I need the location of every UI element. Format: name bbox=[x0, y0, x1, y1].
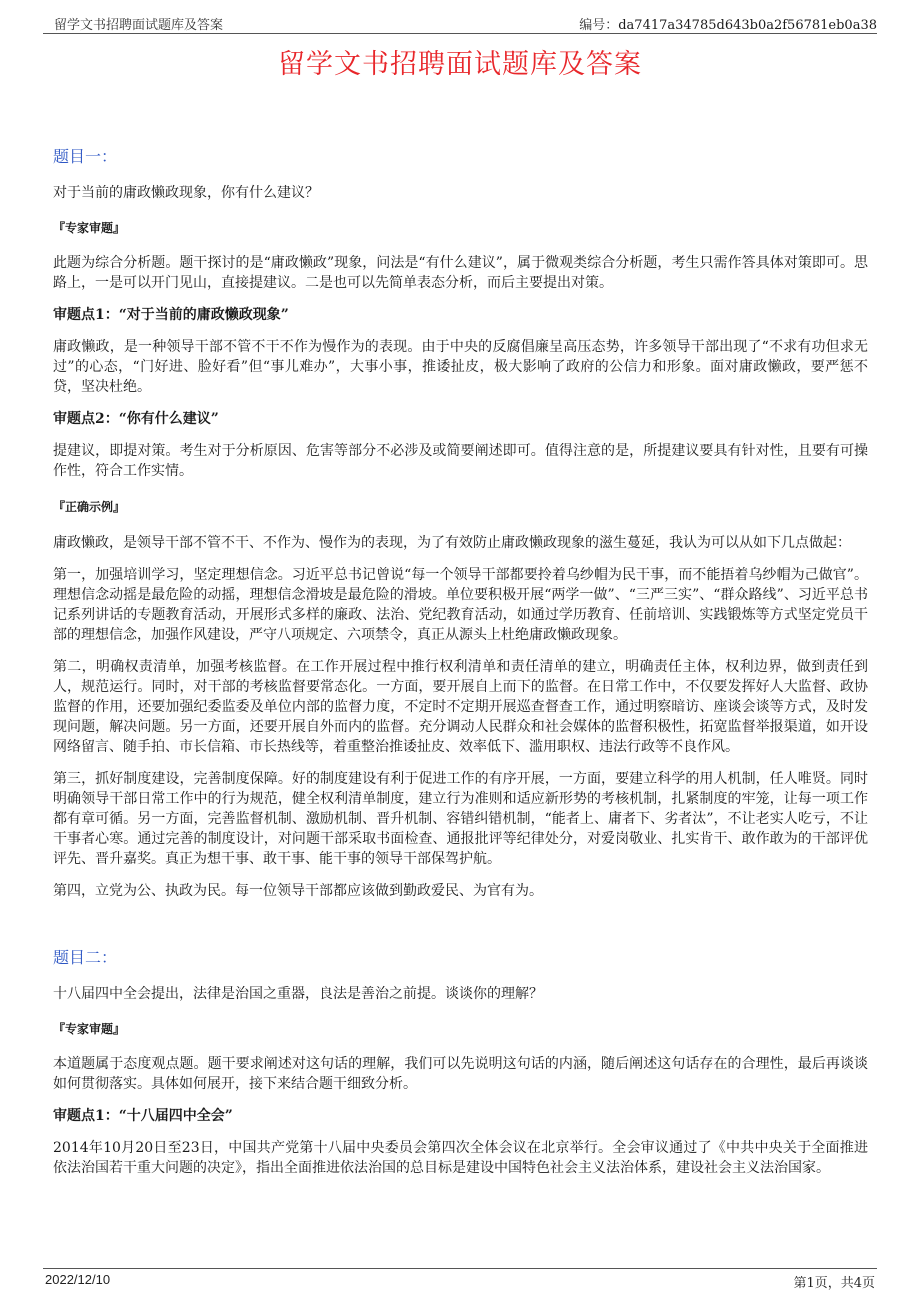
document-title: 留学文书招聘面试题库及答案 bbox=[278, 49, 642, 80]
question-2-text: 十八届四中全会提出，法律是治国之重器，良法是善治之前提。谈谈你的理解？ bbox=[53, 986, 543, 1002]
q1-answer-3: 第三，抓好制度建设，完善制度保障。好的制度建设有利于促进工作的有序开展，一方面，要建立科学的用人机制，任人唯贤。同时明确领导干部日常工作中的行为规范，健全权利清单制度，建立行为准则和适应新形势的考核机制，扎紧制度的牢笼，让每一项工作都有章可循。另一方面，完善监督机制、激励机制、晋升机制、容错纠错机制，“能者上、庸者下、劣者汰”，不让老实人吃亏，不让干事者心寒。通过完善的制度设计，对问题干部采取书面检查、通报批评等纪律处分，对爱岗敬业、扎实肯干、敢作敢为的干部评优评先、晋升嘉奖。真正为想干事、敢干事、能干事的领导干部保驾护航。 bbox=[53, 771, 868, 867]
q1-point-2-text: 提建议，即提对策。考生对于分析原因、危害等部分不必涉及或简要阐述即可。值得注意的是，所提建议要具有针对性，且要有可操作性，符合工作实情。 bbox=[53, 443, 868, 479]
doc-id-value: da7417a34785d643b0a2f56781eb0a38 bbox=[618, 18, 877, 33]
header-divider bbox=[43, 33, 877, 34]
q1-answer-4: 第四，立党为公、执政为民。每一位领导干部都应该做到勤政爱民、为官有为。 bbox=[53, 883, 543, 899]
question-2-heading: 题目二： bbox=[53, 948, 118, 967]
q2-point-1-title: 审题点1：“十八届四中全会” bbox=[53, 1108, 233, 1124]
q2-expert-review-label: 『专家审题』 bbox=[53, 1022, 126, 1036]
q1-point-1-text: 庸政懒政，是一种领导干部不管不干不作为慢作为的表现。由于中央的反腐倡廉呈高压态势，许多领导干部出现了“不求有功但求无过”的心态，“门好进、脸好看”但“事儿难办”，大事小事，推诿扯皮，极大影响了政府的公信力和形象。面对庸政懒政，要严惩不贷，坚决杜绝。 bbox=[53, 339, 868, 395]
header-doc-title: 留学文书招聘面试题库及答案 bbox=[54, 18, 224, 33]
q1-expert-review-label: 『专家审题』 bbox=[53, 221, 126, 235]
q1-example-label: 『正确示例』 bbox=[53, 500, 126, 514]
q2-expert-review: 本道题属于态度观点题。题干要求阐述对这句话的理解，我们可以先说明这句话的内涵，随后阐述这句话存在的合理性，最后再谈谈如何贯彻落实。具体如何展开，接下来结合题干细致分析。 bbox=[53, 1056, 868, 1092]
question-1-text: 对于当前的庸政懒政现象，你有什么建议？ bbox=[53, 185, 319, 201]
document-body bbox=[53, 140, 868, 1178]
q1-point-1-title: 审题点1：“对于当前的庸政懒政现象” bbox=[53, 307, 289, 323]
footer-divider bbox=[43, 1268, 877, 1269]
q2-point-1-text: 2014年10月20日至23日，中国共产党第十八届中央委员会第四次全体会议在北京举行。全会审议通过了《中共中央关于全面推进依法治国若干重大问题的决定》，指出全面推进依法治国的总目标是建设中国特色社会主义法治体系，建设社会主义法治国家。 bbox=[53, 1140, 868, 1176]
header-doc-id bbox=[579, 14, 877, 33]
footer-page-info: 第1页，共4页 bbox=[793, 1276, 875, 1291]
page-footer bbox=[0, 1260, 920, 1300]
page-header bbox=[0, 0, 920, 36]
question-1-heading: 题目一： bbox=[53, 147, 118, 166]
q1-answer-intro: 庸政懒政，是领导干部不管不干、不作为、慢作为的表现，为了有效防止庸政懒政现象的滋生蔓延，我认为可以从如下几点做起： bbox=[53, 535, 851, 551]
q1-answer-2: 第二，明确权责清单，加强考核监督。在工作开展过程中推行权利清单和责任清单的建立，明确责任主体，权利边界，做到责任到人，规范运行。同时，对干部的考核监督要常态化。一方面，要开展自上而下的监督。在日常工作中，不仅要发挥好人大监督、政协监督的作用，还要加强纪委监委及单位内部的监督力度，不定时不定期开展巡查督查工作，通过明察暗访、座谈会谈等方式，及时发现问题，解决问题。另一方面，还要开展自外而内的监督。充分调动人民群众和社会媒体的监督积极性，拓宽监督举报渠道，如开设网络留言、随手拍、市长信箱、市长热线等，着重整治推诿扯皮、效率低下、滥用职权、违法行政等不良作风。 bbox=[53, 659, 868, 755]
doc-id-label: 编号： bbox=[579, 18, 619, 33]
q1-answer-1: 第一，加强培训学习，坚定理想信念。习近平总书记曾说“每一个领导干部都要拎着乌纱帽为民干事，而不能捂着乌纱帽为己做官”。理想信念动摇是最危险的动摇，理想信念滑坡是最危险的滑坡。单位要积极开展“两学一做”、“三严三实”、“群众路线”、习近平总书记系列讲话的专题教育活动，开展形式多样的廉政、法治、党纪教育活动，如通过学历教育、任前培训、实践锻炼等方式坚定党员干部的理想信念，加强作风建设，严守八项规定、六项禁令，真正从源头上杜绝庸政懒政现象。 bbox=[53, 567, 868, 643]
footer-date: 2022/12/10 bbox=[45, 1272, 111, 1287]
q1-expert-review: 此题为综合分析题。题干探讨的是“庸政懒政”现象，问法是“有什么建议”，属于微观类综合分析题，考生只需作答具体对策即可。思路上，一是可以开门见山，直接提建议。二是也可以先简单表态分析，而后主要提出对策。 bbox=[53, 255, 868, 291]
q1-point-2-title: 审题点2：“你有什么建议” bbox=[53, 411, 219, 427]
